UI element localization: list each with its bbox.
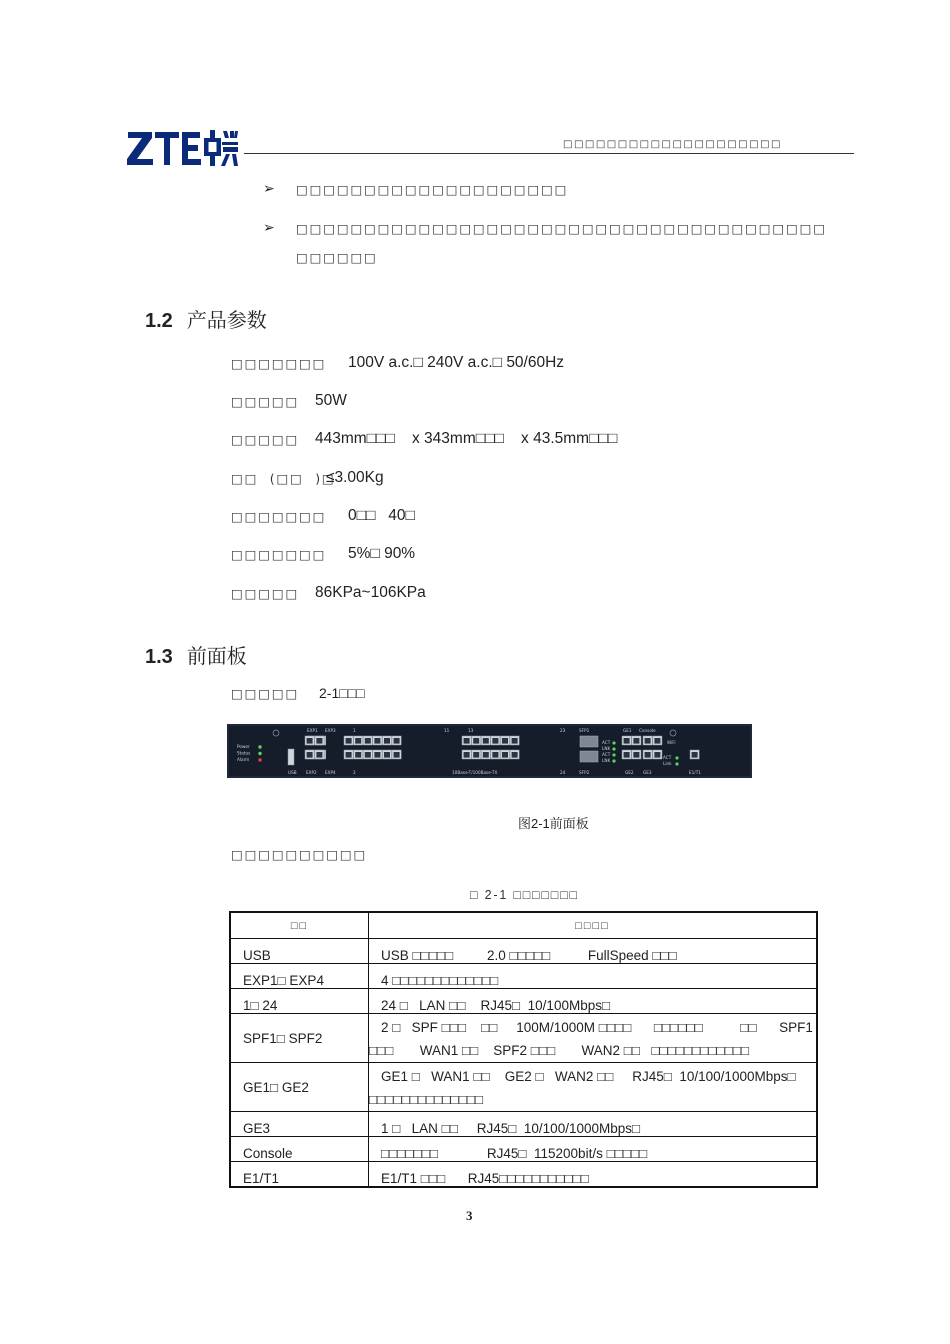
link-label: Link — [663, 761, 672, 766]
ge-port-socket — [654, 738, 660, 744]
port-desc-line: GE1 □ WAN1 □□ GE2 □ WAN2 □□ RJ45□ 10/100/1000Mbps□ — [381, 1069, 796, 1084]
port-label-bottom: GE2 — [625, 770, 634, 775]
param-label: □□□□□□□ — [231, 547, 327, 562]
front-panel-image — [227, 724, 752, 778]
port-label-bottom: USB — [288, 770, 297, 775]
table-row — [230, 1162, 817, 1188]
front-panel-intro-label: □□□□□ — [231, 686, 300, 701]
sfp-slot — [580, 736, 598, 747]
port-label-top: EXP3 — [325, 728, 336, 733]
wifi-label: WiFi — [667, 740, 676, 745]
param-label: □□ (□□ )□ — [231, 471, 336, 486]
param-value: ≤3.00Kg — [326, 469, 384, 486]
param-value: 5%□ 90% — [348, 545, 416, 562]
port-name-cell: EXP1□ EXP4 — [230, 964, 369, 989]
sfp-slot — [580, 751, 598, 762]
param-label: □□□□□ — [231, 394, 300, 409]
sfp-led — [612, 747, 615, 750]
rj45-port-socket — [502, 738, 508, 744]
rj45-port-socket — [384, 752, 390, 758]
port-label-bottom: 10Base-T/100Base-TX — [452, 770, 498, 775]
table-row — [230, 1014, 817, 1063]
rj45-port-socket — [483, 738, 489, 744]
rj45-port-socket — [394, 738, 400, 744]
port-name-cell: GE1□ GE2 — [230, 1063, 369, 1112]
ge-port-socket — [633, 738, 639, 744]
port-label-top: EXP1 — [307, 728, 318, 733]
port-name-cell: 1□ 24 — [230, 989, 369, 1014]
ge-port-socket — [645, 738, 651, 744]
front-panel-intro-value: 2-1□□□ — [319, 685, 365, 701]
param-label: □□□□□ — [231, 432, 300, 447]
bullet-text: □□□□□□□□□□□□□□□□□□□□□□□□□□□□□□□□□□□□□□□ — [296, 221, 827, 236]
param-label: □□□□□ — [231, 586, 300, 601]
usb-port — [288, 749, 294, 765]
bullet-arrow-icon: ➢ — [263, 181, 275, 197]
port-name-cell: SPF1□ SPF2 — [230, 1014, 369, 1063]
param-value: 86KPa~106KPa — [315, 584, 426, 601]
port-label-bottom: 2 — [353, 770, 356, 775]
table-row — [230, 964, 817, 989]
zte-logo — [126, 128, 238, 168]
status-led — [258, 752, 261, 755]
ge-port-socket — [633, 752, 639, 758]
sfp-led-label: ACT — [602, 740, 611, 745]
act-label: ACT — [663, 755, 672, 760]
port-label-top: 1 — [353, 728, 356, 733]
exp-port-socket — [316, 738, 322, 744]
port-label-top: 23 — [560, 728, 566, 733]
rj45-port-socket — [473, 738, 479, 744]
led-label: Status — [237, 750, 251, 756]
section-title: 产品参数 — [186, 308, 267, 332]
figure-caption: 图2-1前面板 — [518, 816, 589, 831]
act-led — [675, 756, 678, 759]
ge-port-socket — [645, 752, 651, 758]
param-value: 50W — [315, 392, 347, 409]
rj45-port-socket — [483, 752, 489, 758]
led-label: Power — [237, 744, 250, 749]
bullet-text: □□□□□□□□□□□□□□□□□□□□ — [296, 182, 569, 197]
table-row — [230, 939, 817, 964]
rj45-port-socket — [346, 752, 352, 758]
exp-port-socket — [307, 738, 313, 744]
port-label-bottom: EXP2 — [306, 770, 317, 775]
table-header-cell: □□□□ — [369, 912, 818, 939]
section-heading-front-panel — [145, 640, 247, 669]
rj45-port-socket — [464, 738, 470, 744]
rj45-port-socket — [384, 738, 390, 744]
table-row — [230, 1063, 817, 1112]
sfp-led-label: ACT — [602, 752, 611, 757]
ge-port-socket — [654, 752, 660, 758]
port-label-bottom: SFP2 — [579, 770, 590, 775]
bullet-text-continued: □□□□□□ — [296, 250, 378, 265]
port-desc-cell: USB □□□□□ 2.0 □□□□□ FullSpeed □□□ — [369, 939, 818, 964]
table-header-row — [230, 912, 817, 939]
port-desc-line: □□□□□□□□□□□□□□ — [369, 1092, 484, 1107]
sfp-led — [612, 759, 615, 762]
ge-port-socket — [624, 738, 630, 744]
ge-port-socket — [624, 752, 630, 758]
port-desc-cell: 24 □ LAN □□ RJ45□ 10/100Mbps□ — [369, 989, 818, 1014]
port-label-top: GE1 — [623, 728, 632, 733]
sfp-led-label: LNK — [602, 746, 611, 751]
exp-port-socket — [316, 752, 322, 758]
port-name-cell: USB — [230, 939, 369, 964]
port-label-bottom: EXP4 — [325, 770, 336, 775]
port-description-table — [229, 911, 818, 1188]
param-label: □□□□□□□ — [231, 356, 327, 371]
port-label-top: Console — [639, 728, 656, 733]
section-title: 前面板 — [186, 644, 247, 668]
param-label: □□□□□□□ — [231, 509, 327, 524]
table-row — [230, 1137, 817, 1162]
rj45-port-socket — [374, 752, 380, 758]
section-heading-product-params — [145, 304, 267, 333]
param-value: 0□□ 40□ — [348, 507, 415, 524]
param-value: 443mm□□□ x 343mm□□□ x 43.5mm□□□ — [315, 430, 618, 447]
param-value: 100V a.c.□ 240V a.c.□ 50/60Hz — [348, 354, 565, 371]
bullet-arrow-icon: ➢ — [263, 220, 275, 236]
rj45-port-socket — [473, 752, 479, 758]
port-label-bottom: GE3 — [643, 770, 652, 775]
rj45-port-socket — [365, 738, 371, 744]
port-name-cell: GE3 — [230, 1112, 369, 1137]
table-row — [230, 1112, 817, 1137]
port-name-cell: Console — [230, 1137, 369, 1162]
status-led — [258, 745, 261, 748]
table-row — [230, 989, 817, 1014]
led-label: Alarm — [237, 757, 250, 762]
rj45-port-socket — [394, 752, 400, 758]
port-desc-cell: 4 □□□□□□□□□□□□□ — [369, 964, 818, 989]
rj45-port-socket — [502, 752, 508, 758]
table-title: □ 2-1 □□□□□□□ — [470, 888, 579, 902]
sfp-led — [612, 741, 615, 744]
section-number: 1.2 — [145, 310, 173, 332]
port-label-top: SFP1 — [579, 728, 590, 733]
port-name-cell: E1/T1 — [230, 1162, 369, 1188]
table-intro-text: □□□□□□□□□□ — [231, 847, 368, 862]
rj45-port-socket — [492, 752, 498, 758]
port-label-bottom: E1/T1 — [689, 770, 701, 775]
section-number: 1.3 — [145, 646, 173, 668]
rj45-port-socket — [512, 738, 518, 744]
port-desc-cell: 1 □ LAN □□ RJ45□ 10/100/1000Mbps□ — [369, 1112, 818, 1137]
port-desc-cell — [369, 1063, 818, 1112]
port-label-top: 11 — [444, 728, 450, 733]
rj45-port-socket — [492, 738, 498, 744]
rj45-port-socket — [512, 752, 518, 758]
port-desc-cell: □□□□□□□ RJ45□ 115200bit/s □□□□□ — [369, 1137, 818, 1162]
rj45-port-socket — [365, 752, 371, 758]
exp-port-socket — [307, 752, 313, 758]
e1t1-port-socket — [692, 752, 698, 758]
port-desc-cell — [369, 1014, 818, 1063]
port-desc-line: 2 □ SPF □□□ □□ 100M/1000M □□□□ □□□□□□ □□ SPF1 — [381, 1020, 813, 1035]
sfp-led — [612, 753, 615, 756]
document-title: □□□□□□□□□□□□□□□□□□□□ — [563, 139, 782, 150]
sfp-led-label: LNK — [602, 758, 611, 763]
port-label-bottom: 24 — [560, 770, 566, 775]
port-label-top: 13 — [468, 728, 474, 733]
link-led — [675, 762, 678, 765]
page-number: 3 — [466, 1208, 473, 1223]
rj45-port-socket — [346, 738, 352, 744]
port-desc-cell: E1/T1 □□□ RJ45□□□□□□□□□□□ — [369, 1162, 818, 1188]
header-rule — [244, 153, 854, 154]
rj45-port-socket — [464, 752, 470, 758]
rj45-port-socket — [374, 738, 380, 744]
port-desc-line: □□□ WAN1 □□ SPF2 □□□ WAN2 □□ □□□□□□□□□□□□ — [369, 1043, 750, 1058]
rj45-port-socket — [355, 752, 361, 758]
status-led — [258, 758, 261, 761]
table-header-cell: □□ — [230, 912, 369, 939]
rj45-port-socket — [355, 738, 361, 744]
